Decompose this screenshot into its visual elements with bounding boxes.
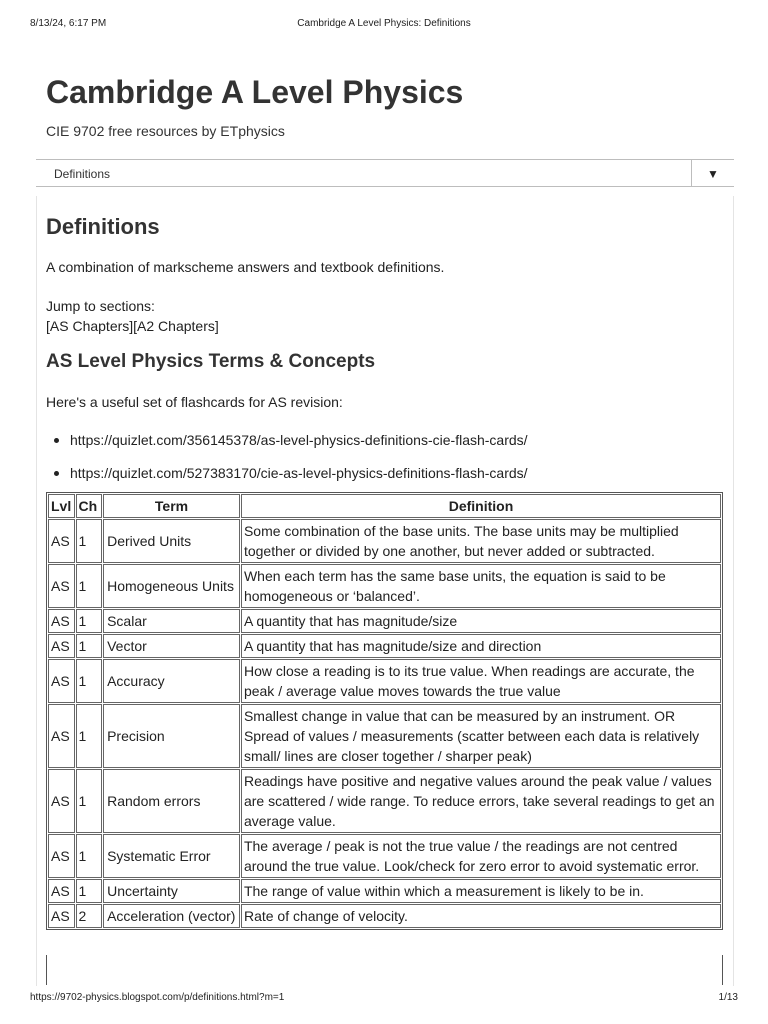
table-header-row bbox=[48, 494, 721, 518]
print-footer bbox=[0, 992, 768, 1008]
site-title[interactable]: Cambridge A Level Physics bbox=[46, 74, 464, 110]
table-row bbox=[48, 609, 721, 633]
definitions-table bbox=[46, 492, 723, 930]
cell-term: Derived Units bbox=[103, 519, 240, 563]
section-title: AS Level Physics Terms & Concepts bbox=[46, 351, 376, 372]
cell-definition: When each term has the same base units, the equation is said to be homogeneous or ‘balanced’. bbox=[241, 564, 721, 608]
cell-ch: 1 bbox=[76, 879, 103, 903]
jump-link-as-chapters[interactable]: [AS Chapters] bbox=[46, 318, 134, 334]
post-title: Definitions bbox=[46, 214, 160, 239]
table-row bbox=[48, 519, 721, 563]
cell-ch: 2 bbox=[76, 904, 103, 928]
table-row bbox=[48, 904, 721, 928]
cell-ch: 1 bbox=[76, 704, 103, 768]
dropdown-arrow-icon[interactable]: ▼ bbox=[691, 160, 734, 186]
table-row bbox=[48, 834, 721, 878]
cell-definition: A quantity that has magnitude/size and direction bbox=[241, 634, 721, 658]
header-definition: Definition bbox=[241, 494, 721, 518]
cell-ch: 1 bbox=[76, 609, 103, 633]
table-row bbox=[48, 769, 721, 833]
cell-term: Uncertainty bbox=[103, 879, 240, 903]
table-row bbox=[48, 564, 721, 608]
site-description: CIE 9702 free resources by ETphysics bbox=[46, 123, 285, 139]
flashcard-links bbox=[54, 432, 528, 498]
jump-link-a2-chapters[interactable]: [A2 Chapters] bbox=[133, 318, 219, 334]
cell-term: Scalar bbox=[103, 609, 240, 633]
jump-label: Jump to sections: bbox=[46, 298, 155, 314]
cell-definition: Readings have positive and negative values around the peak value / values are scattered / wide range. To reduce errors, take several readings to get an average value. bbox=[241, 769, 721, 833]
cell-lvl: AS bbox=[48, 769, 75, 833]
print-page-number: 1/13 bbox=[718, 992, 738, 1003]
cell-definition: How close a reading is to its true value. When readings are accurate, the peak / average value moves towards the true value bbox=[241, 659, 721, 703]
cell-lvl: AS bbox=[48, 879, 75, 903]
cell-lvl: AS bbox=[48, 704, 75, 768]
cell-definition: A quantity that has magnitude/size bbox=[241, 609, 721, 633]
print-document-title: Cambridge A Level Physics: Definitions bbox=[297, 18, 471, 29]
cell-term: Systematic Error bbox=[103, 834, 240, 878]
cell-ch: 1 bbox=[76, 834, 103, 878]
table-row bbox=[48, 704, 721, 768]
cell-lvl: AS bbox=[48, 609, 75, 633]
cell-term: Precision bbox=[103, 704, 240, 768]
jump-links bbox=[46, 318, 219, 334]
cell-ch: 1 bbox=[76, 564, 103, 608]
cell-ch: 1 bbox=[76, 769, 103, 833]
cell-ch: 1 bbox=[76, 634, 103, 658]
cell-term: Random errors bbox=[103, 769, 240, 833]
nav-selected-value: Definitions bbox=[54, 167, 111, 181]
header-lvl: Lvl bbox=[48, 494, 75, 518]
cell-definition: The average / peak is not the true value / the readings are not centred around the true value. Look/check for zero error to avoid systematic error. bbox=[241, 834, 721, 878]
post-intro: A combination of markscheme answers and textbook definitions. bbox=[46, 259, 445, 275]
cell-lvl: AS bbox=[48, 834, 75, 878]
print-header bbox=[0, 18, 768, 34]
header-ch: Ch bbox=[76, 494, 103, 518]
flashcard-link[interactable]: https://quizlet.com/356145378/as-level-physics-definitions-cie-flash-cards/ bbox=[54, 432, 528, 465]
cell-definition: Some combination of the base units. The base units may be multiplied together or divided by one another, but never added or subtracted. bbox=[241, 519, 721, 563]
cell-definition: Smallest change in value that can be measured by an instrument. OR Spread of values / measurements (scatter between each data is relatively small/ lines are closer together / sharper peak) bbox=[241, 704, 721, 768]
cell-lvl: AS bbox=[48, 519, 75, 563]
cell-term: Vector bbox=[103, 634, 240, 658]
cell-ch: 1 bbox=[76, 519, 103, 563]
cell-lvl: AS bbox=[48, 904, 75, 928]
print-datetime: 8/13/24, 6:17 PM bbox=[30, 18, 107, 29]
cell-definition: The range of value within which a measurement is likely to be in. bbox=[241, 879, 721, 903]
cell-term: Accuracy bbox=[103, 659, 240, 703]
cell-ch: 1 bbox=[76, 659, 103, 703]
table-row bbox=[48, 659, 721, 703]
header-term: Term bbox=[103, 494, 240, 518]
cell-definition: Rate of change of velocity. bbox=[241, 904, 721, 928]
flashcard-link[interactable]: https://quizlet.com/527383170/cie-as-level-physics-definitions-flash-cards/ bbox=[54, 465, 528, 498]
cell-term: Homogeneous Units bbox=[103, 564, 240, 608]
cell-lvl: AS bbox=[48, 634, 75, 658]
table-row bbox=[48, 879, 721, 903]
cell-lvl: AS bbox=[48, 564, 75, 608]
table-row bbox=[48, 634, 721, 658]
print-url: https://9702-physics.blogspot.com/p/definitions.html?m=1 bbox=[30, 992, 285, 1003]
cell-lvl: AS bbox=[48, 659, 75, 703]
page-nav-dropdown[interactable] bbox=[36, 159, 734, 187]
table-continuation bbox=[46, 955, 723, 985]
flashcards-intro: Here's a useful set of flashcards for AS revision: bbox=[46, 394, 343, 410]
cell-term: Acceleration (vector) bbox=[103, 904, 240, 928]
